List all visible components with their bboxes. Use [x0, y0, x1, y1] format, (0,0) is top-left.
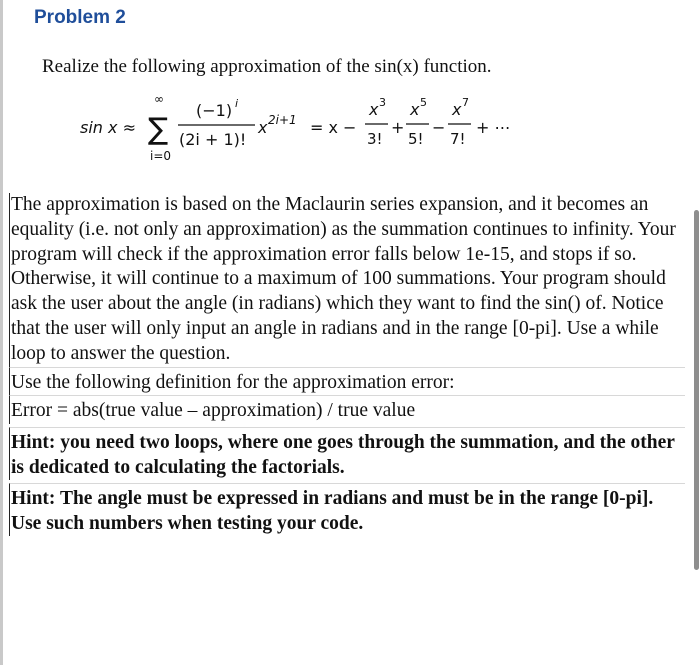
formula-lhs: sin x ≈: [80, 118, 136, 137]
sigma-symbol: ∑: [148, 112, 169, 147]
scrollbar-thumb[interactable]: [694, 210, 699, 570]
series-tail: + ⋯: [476, 118, 511, 137]
sigma-upper: ∞: [154, 92, 164, 106]
definition-intro: Use the following definition for the approximation error:: [9, 367, 685, 396]
x-term: x: [258, 118, 268, 137]
fraction-numerator: (−1): [196, 101, 233, 120]
fraction-denominator: (2i + 1)!: [179, 130, 247, 149]
term3-den: 7!: [450, 130, 466, 148]
op-minus-2: −: [432, 118, 446, 137]
hint-radians-range: Hint: The angle must be expressed in radians and must be in the range [0-pi]. Use such numbers when testing your code.: [9, 483, 685, 536]
x-exponent: 2i+1: [268, 113, 297, 127]
term1-den: 3!: [367, 130, 383, 148]
term3-sup: 7: [462, 96, 469, 109]
term2-sup: 5: [420, 96, 427, 109]
op-plus-1: +: [391, 118, 405, 137]
error-formula: Error = abs(true value – approximation) / true value: [9, 395, 685, 424]
term1-num: x: [369, 100, 379, 119]
term2-den: 5!: [408, 130, 424, 148]
sin-series-formula: [80, 92, 520, 164]
term2-num: x: [410, 100, 420, 119]
sigma-lower: i=0: [150, 149, 172, 163]
equals-x-minus: = x −: [310, 118, 357, 137]
problem-body: [9, 193, 685, 536]
fraction-numerator-sup: i: [235, 97, 239, 110]
left-edge-bar: [0, 0, 3, 665]
description-paragraph: The approximation is based on the Maclaurin series expansion, and it becomes an equality (i.e. not only an approximation) as the summation continues to infinity. Your program will check if the approximation error falls below 1e-15, and stops if so. Otherwise, it will continue to a maximum of 100 summations. Your program should ask the user about the angle (in radians) which they want to find the sin() of. Notice that the user will only input an angle in radians and in the range [0-pi]. Use a while loop to answer the question.: [9, 193, 685, 367]
term1-sup: 3: [379, 96, 386, 109]
intro-text: Realize the following approximation of the sin(x) function.: [42, 56, 492, 77]
problem-title: Problem 2: [34, 7, 126, 28]
hint-two-loops: Hint: you need two loops, where one goes through the summation, and the other is dedicated to calculating the factorials.: [9, 427, 685, 480]
term3-num: x: [452, 100, 462, 119]
